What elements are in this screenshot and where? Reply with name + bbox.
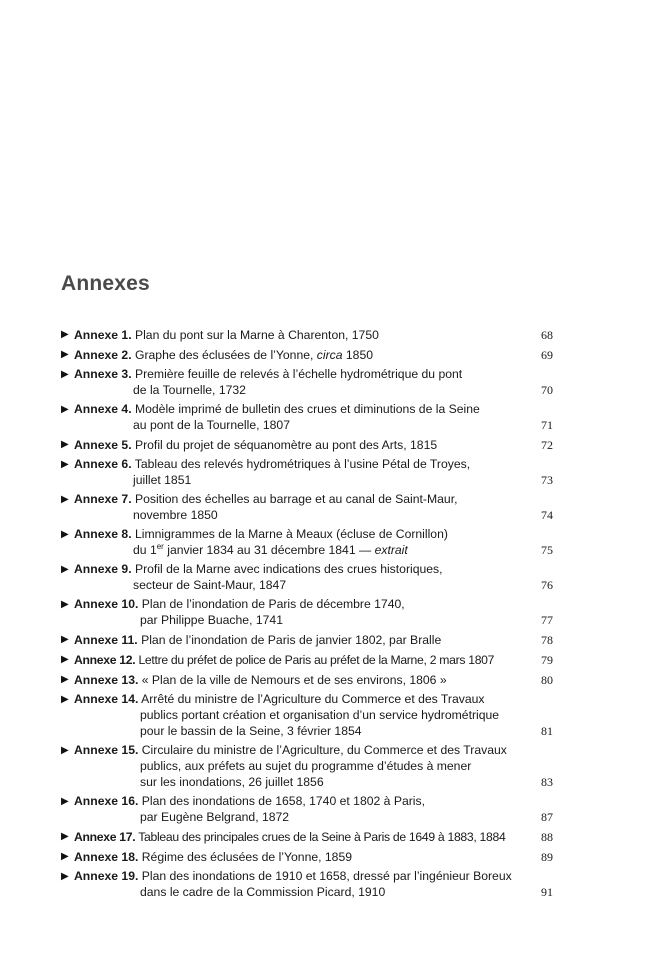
page-number: 77 (541, 613, 553, 627)
page-number: 78 (541, 633, 553, 647)
entry-title: Plan des inondations de 1910 et 1658, dressé par l’ingénieur Boreux (141, 869, 512, 883)
entry-text (74, 793, 523, 825)
entry-title-continued: de la Tournelle, 1732 (133, 383, 246, 397)
entry-title: Tableau des relevés hydrométriques à l’usine Pétal de Troyes, (134, 457, 471, 471)
arrow-right-icon: ▶ (61, 329, 69, 340)
annex-entry-18[interactable] (61, 848, 553, 865)
entry-label: Annexe 1. (74, 328, 132, 342)
entry-text (74, 868, 523, 900)
annex-entry-7[interactable] (61, 491, 553, 523)
entry-label: Annexe 5. (74, 438, 132, 452)
arrow-right-icon: ▶ (61, 674, 69, 685)
annex-entry-14[interactable] (61, 691, 553, 739)
arrow-right-icon: ▶ (61, 694, 69, 705)
page-number: 69 (541, 348, 553, 362)
entry-title: Plan de l’inondation de Paris de janvier 1802, par Bralle (141, 633, 442, 647)
ordinal-superscript: er (156, 541, 164, 551)
entry-title: « Plan de la ville de Nemours et de ses environs, 1806 » (141, 673, 447, 687)
entry-text (74, 632, 523, 648)
entry-label: Annexe 4. (74, 402, 132, 416)
page-number: 76 (541, 578, 553, 592)
arrow-right-icon: ▶ (61, 349, 69, 360)
entry-title: Tableau des principales crues de la Seine à Paris de 1649 à 1883, 1884 (138, 830, 506, 844)
entry-title: Première feuille de relevés à l’échelle hydrométrique du pont (134, 367, 463, 381)
arrow-right-icon: ▶ (61, 439, 69, 450)
annex-entry-5[interactable] (61, 436, 553, 453)
entry-text (74, 742, 523, 790)
entry-label: Annexe 12. (74, 653, 136, 667)
page-number: 73 (541, 473, 553, 487)
page-number: 81 (541, 724, 553, 738)
entry-date-range: janvier 1834 au 31 décembre 1841 — (163, 543, 375, 557)
entry-title-continued: publics, aux préfets au sujet du programme d’études à mener (140, 759, 472, 773)
entry-text (74, 437, 523, 453)
page-number: 70 (541, 383, 553, 397)
annex-entry-10[interactable] (61, 596, 553, 628)
entry-label: Annexe 13. (74, 673, 139, 687)
page-number: 87 (541, 810, 553, 824)
annex-entry-1[interactable] (61, 326, 553, 343)
arrow-right-icon: ▶ (61, 796, 69, 807)
page-title: Annexes (61, 272, 150, 295)
page-number: 88 (541, 830, 553, 844)
entry-label: Annexe 11. (74, 633, 138, 647)
arrow-right-icon: ▶ (61, 599, 69, 610)
entry-title-continued: par Philippe Buache, 1741 (140, 613, 283, 627)
entry-title-continued: secteur de Saint-Maur, 1847 (133, 578, 287, 592)
annex-entry-16[interactable] (61, 793, 553, 825)
entry-title: Plan de l’inondation de Paris de décembre 1740, (141, 597, 405, 611)
arrow-right-icon: ▶ (61, 459, 69, 470)
entry-label: Annexe 9. (74, 562, 132, 576)
page-number: 89 (541, 850, 553, 864)
entry-title: Lettre du préfet de police de Paris au préfet de la Marne, 2 mars 1807 (138, 653, 495, 667)
page-number: 91 (541, 885, 553, 899)
arrow-right-icon: ▶ (61, 851, 69, 862)
arrow-right-icon: ▶ (61, 871, 69, 882)
annex-entry-8[interactable] (61, 526, 553, 558)
entry-label: Annexe 10. (74, 597, 139, 611)
entry-label: Annexe 14. (74, 692, 139, 706)
entry-label: Annexe 6. (74, 457, 132, 471)
entry-date-start: du 1 (133, 543, 157, 557)
arrow-right-icon: ▶ (61, 369, 69, 380)
entry-title-continued: pour le bassin de la Seine, 3 février 1854 (140, 724, 362, 738)
page-number: 74 (541, 508, 553, 522)
annex-entry-9[interactable] (61, 561, 553, 593)
entry-title-end: 1850 (342, 348, 374, 362)
entry-label: Annexe 17. (74, 830, 136, 844)
annex-entry-2[interactable] (61, 346, 553, 363)
entry-title-continued: au pont de la Tournelle, 1807 (133, 418, 290, 432)
arrow-right-icon: ▶ (61, 654, 69, 665)
entry-label: Annexe 15. (74, 743, 139, 757)
arrow-right-icon: ▶ (61, 745, 69, 756)
annex-entry-11[interactable] (61, 631, 553, 648)
arrow-right-icon: ▶ (61, 831, 69, 842)
entry-title-italic: circa (316, 348, 343, 362)
entry-title-continued: novembre 1850 (133, 508, 218, 522)
annex-entry-19[interactable] (61, 868, 553, 900)
entry-label: Annexe 16. (74, 794, 139, 808)
entry-title: Limnigrammes de la Marne à Meaux (écluse de Cornillon) (134, 527, 448, 541)
entry-text (74, 366, 523, 398)
entry-label: Annexe 8. (74, 527, 132, 541)
page-number: 72 (541, 438, 553, 452)
entry-label: Annexe 2. (74, 348, 132, 362)
entry-title-continued: par Eugène Belgrand, 1872 (140, 810, 290, 824)
entry-text (74, 691, 523, 739)
arrow-right-icon: ▶ (61, 494, 69, 505)
entry-title: Régime des éclusées de l’Yonne, 1859 (141, 850, 353, 864)
entry-label: Annexe 7. (74, 492, 132, 506)
annex-entry-6[interactable] (61, 456, 553, 488)
entry-text (74, 561, 523, 593)
entry-text (74, 526, 523, 558)
entry-title-continued: dans le cadre de la Commission Picard, 1910 (140, 885, 386, 899)
entry-title: Profil du projet de séquanomètre au pont des Arts, 1815 (134, 438, 438, 452)
annex-entry-17[interactable] (61, 828, 553, 845)
page-number: 75 (541, 543, 553, 557)
entry-title: Graphe des éclusées de l’Yonne, (134, 348, 317, 362)
page-number: 79 (541, 653, 553, 667)
entry-title: Profil de la Marne avec indications des crues historiques, (134, 562, 443, 576)
entry-extract-italic: extrait (374, 543, 408, 557)
entry-title-continued: juillet 1851 (133, 473, 192, 487)
entry-text (74, 347, 523, 363)
entry-title-continued: publics portant création et organisation d’un service hydrométrique (140, 708, 500, 722)
annex-entry-15[interactable] (61, 742, 553, 790)
arrow-right-icon: ▶ (61, 529, 69, 540)
arrow-right-icon: ▶ (61, 564, 69, 575)
page-number: 83 (541, 775, 553, 789)
annex-entry-3[interactable] (61, 366, 553, 398)
arrow-right-icon: ▶ (61, 404, 69, 415)
entry-title: Plan des inondations de 1658, 1740 et 1802 à Paris, (141, 794, 425, 808)
entry-label: Annexe 19. (74, 869, 139, 883)
page-number: 80 (541, 673, 553, 687)
entry-title-continued: sur les inondations, 26 juillet 1856 (140, 775, 324, 789)
annex-entry-4[interactable] (61, 401, 553, 433)
entry-title: Circulaire du ministre de l’Agriculture, du Commerce et des Travaux (141, 743, 507, 757)
entry-label: Annexe 18. (74, 850, 139, 864)
page-number: 68 (541, 328, 553, 342)
entry-text (74, 596, 523, 628)
annex-entry-12[interactable] (61, 651, 553, 668)
entry-text (74, 401, 523, 433)
annex-list (61, 326, 553, 903)
entry-text (74, 829, 523, 845)
entry-title: Position des échelles au barrage et au canal de Saint-Maur, (134, 492, 458, 506)
entry-title: Modèle imprimé de bulletin des crues et diminutions de la Seine (134, 402, 480, 416)
entry-text (74, 456, 523, 488)
entry-text (74, 327, 523, 343)
page-number: 71 (541, 418, 553, 432)
entry-title-continued (74, 542, 523, 558)
annex-entry-13[interactable] (61, 671, 553, 688)
arrow-right-icon: ▶ (61, 634, 69, 645)
entry-title: Arrêté du ministre de l’Agriculture du Commerce et des Travaux (141, 692, 485, 706)
entry-text (74, 491, 523, 523)
entry-text (74, 849, 523, 865)
entry-text (74, 652, 523, 668)
entry-text (74, 672, 523, 688)
entry-label: Annexe 3. (74, 367, 132, 381)
entry-title: Plan du pont sur la Marne à Charenton, 1750 (134, 328, 379, 342)
